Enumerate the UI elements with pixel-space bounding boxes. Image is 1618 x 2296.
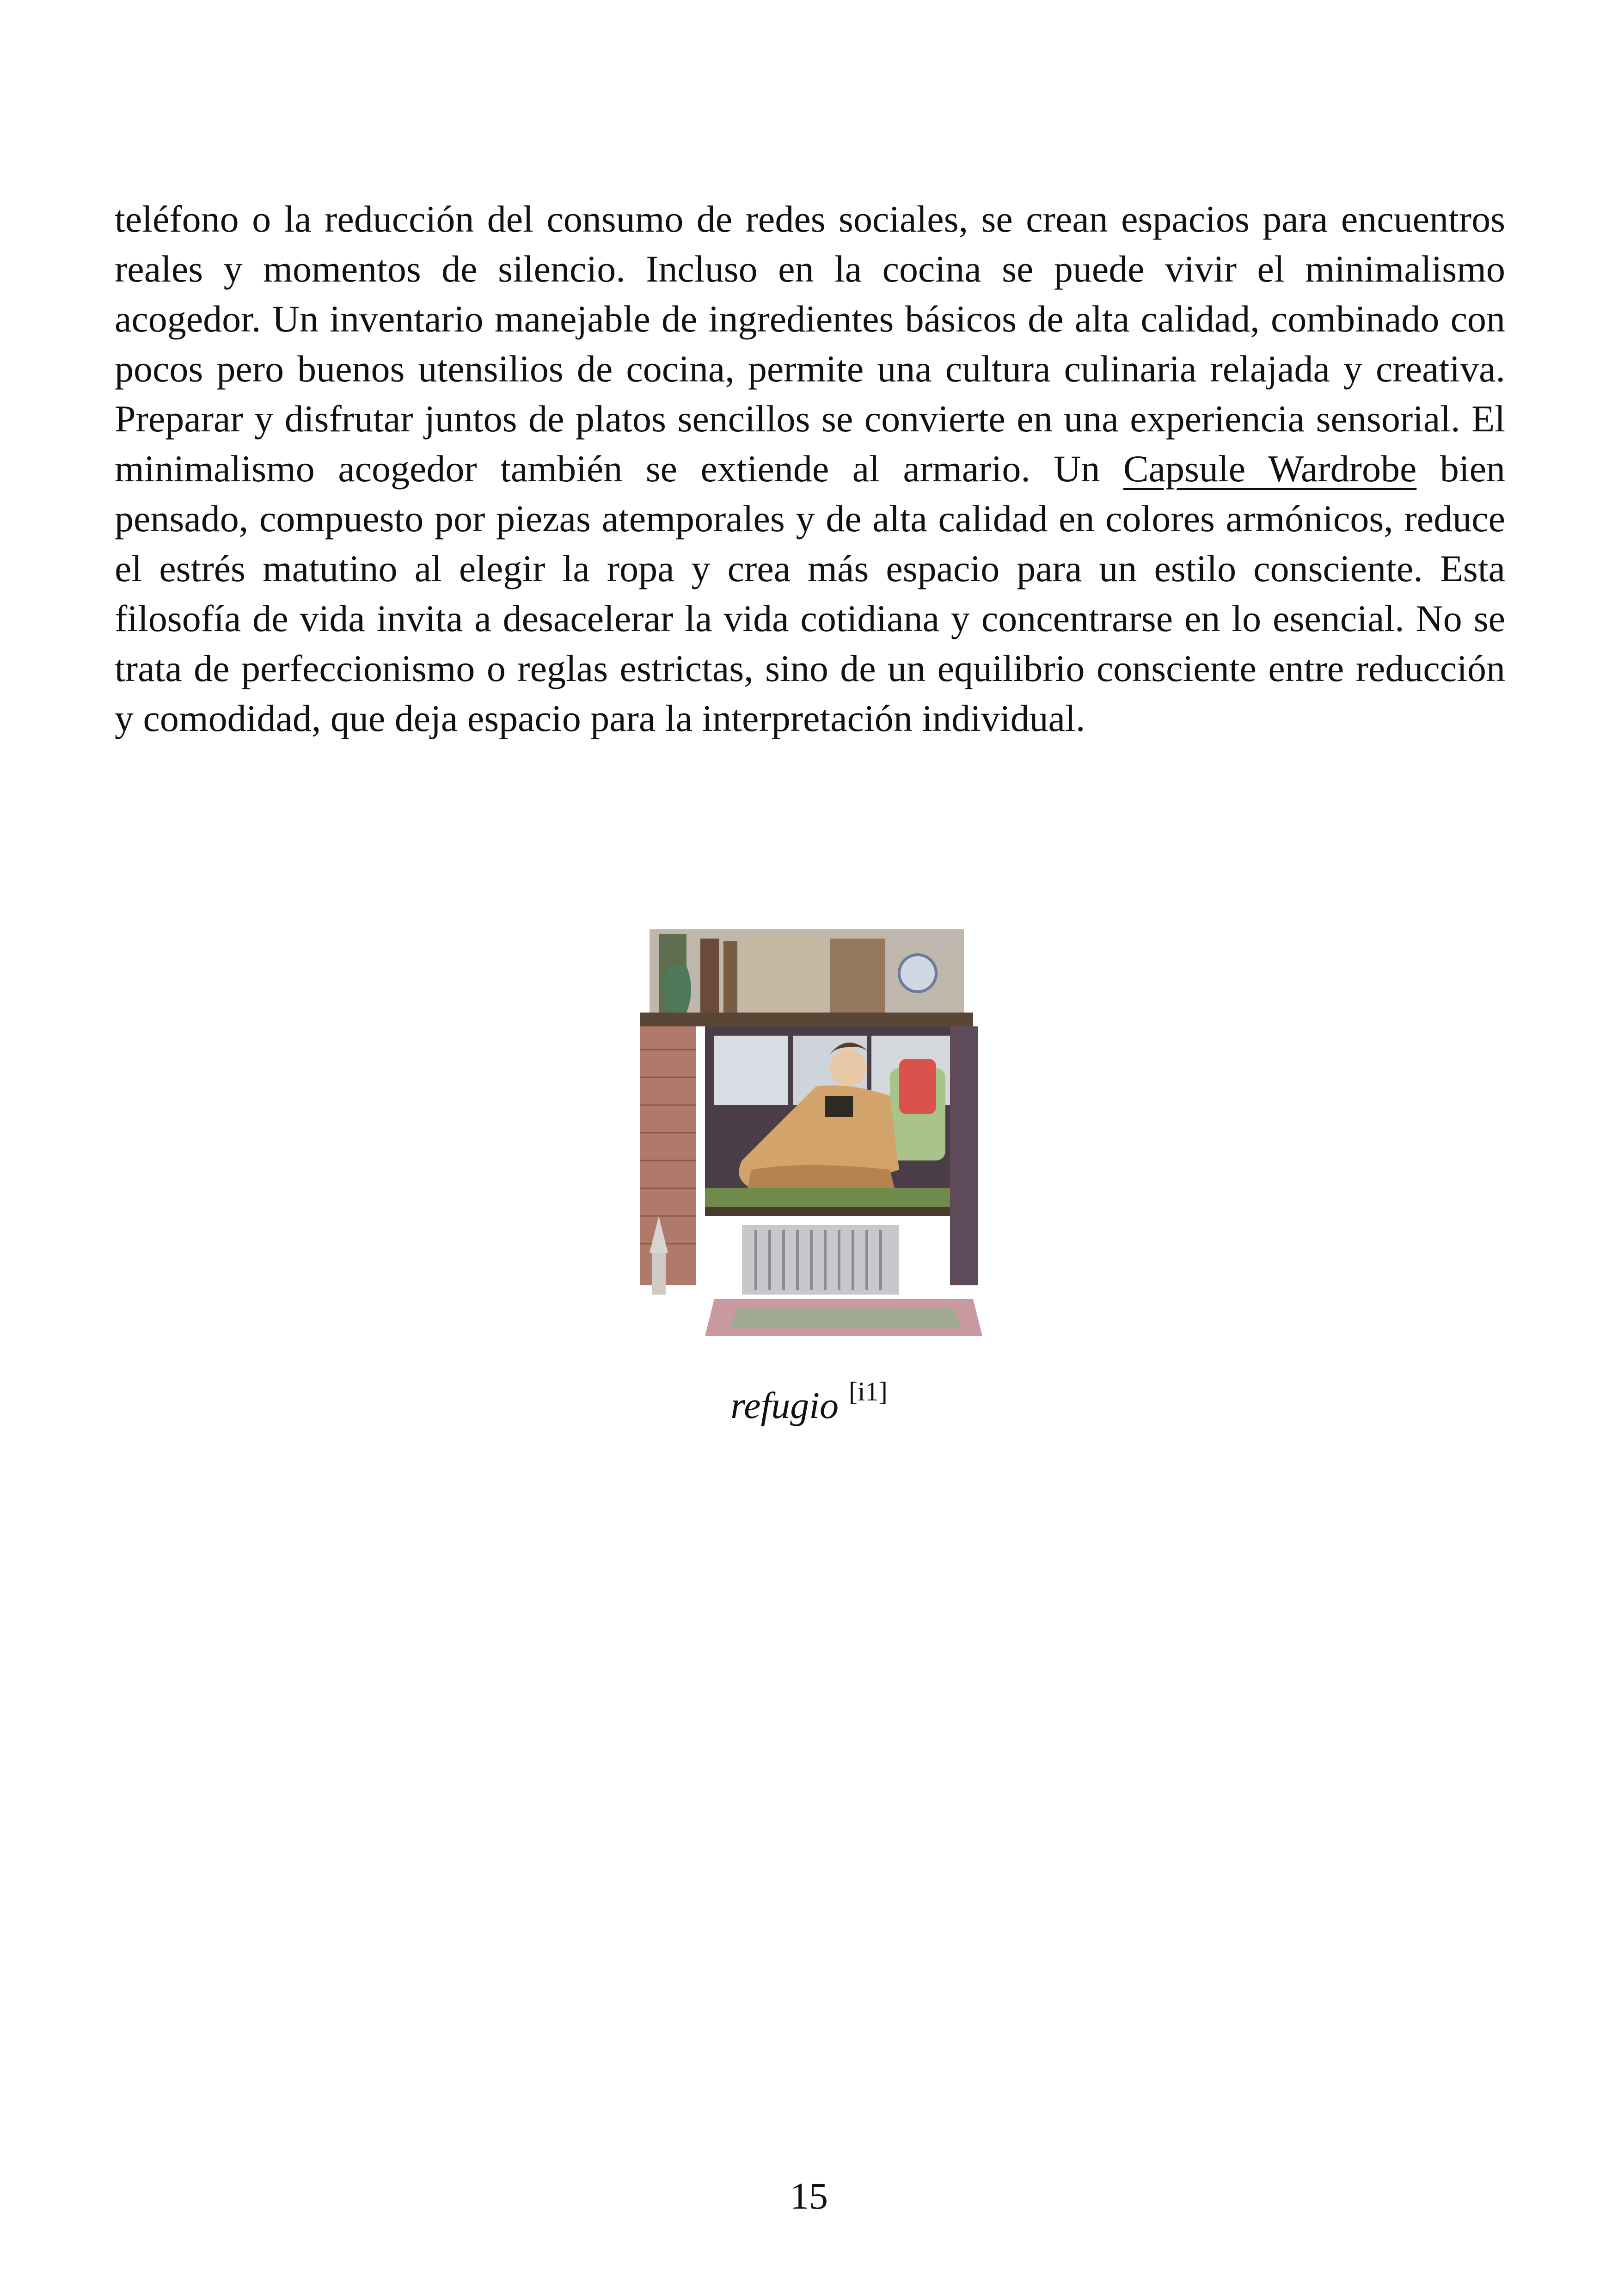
figure-caption [0,1376,1618,1432]
body-paragraph [115,194,1505,743]
caption-reference[interactable]: [i1] [849,1376,888,1406]
page-number: 15 [790,2175,828,2217]
paragraph-text-start: teléfono o la reducción del consumo de redes sociales, se crean espacios para encuentros reales y momentos de silencio. Incluso en la cocina se puede vivir el minimalismo acogedor. Un inventario manejable de ingredientes básicos de alta calidad, combinado con pocos pero buenos utensilios de cocina, permite una cultura culinaria relajada y creativa. Preparar y disfrutar juntos de platos sencillos se convierte en una experiencia sensorial. El minimalismo acogedor también se extiende al armario. Un [115,198,1505,490]
paragraph-text-end: bien pensado, compuesto por piezas atemporales y de alta calidad en colores armónicos, reduce el estrés matutino al elegir la ropa y crea más espacio para un estilo consciente. Esta filosofía de vida invita a desacelerar la vida cotidiana y concentrarse en lo esencial. No se trata de perfeccionismo o reglas estrictas, sino de un equilibrio consciente entre reducción y comodidad, que deja espacio para la interpretación individual. [115,448,1505,739]
caption-text: refugio [730,1384,839,1426]
reading-nook-illustration [631,929,992,1345]
capsule-wardrobe-link[interactable]: Capsule Wardrobe [1123,448,1417,490]
